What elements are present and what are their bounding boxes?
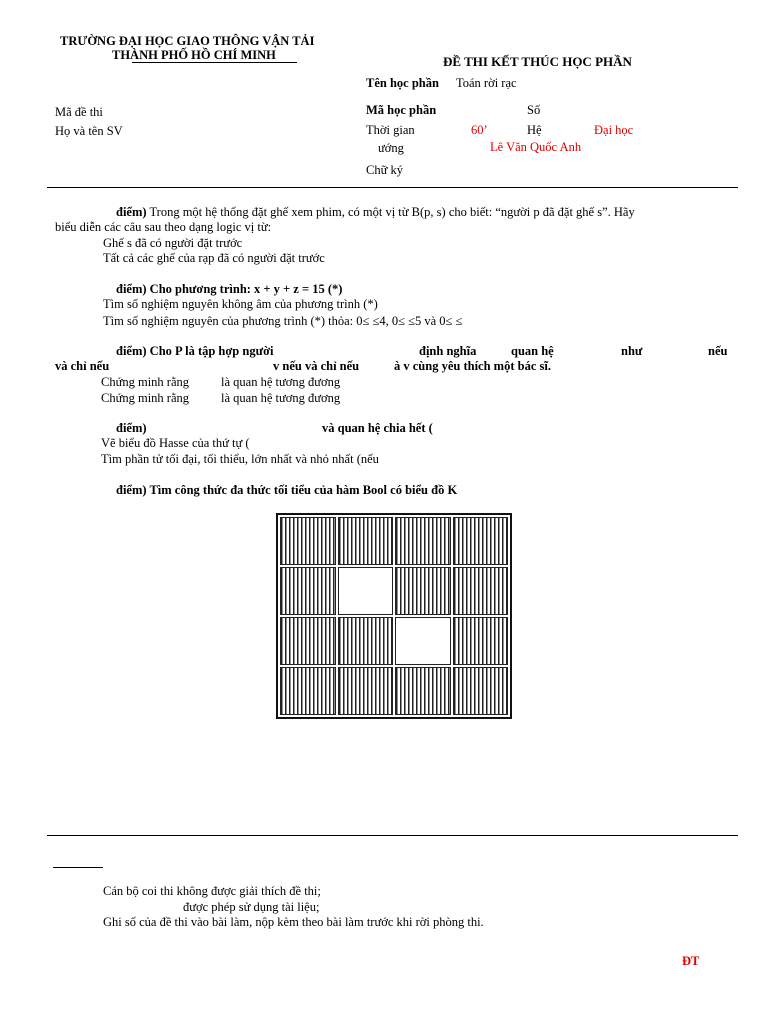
question-5-title: điểm) Tìm công thức đa thức tối tiểu của hàm Bool có biểu đồ K [116, 483, 458, 497]
he-label: Hệ [527, 123, 542, 137]
question-3-title-part2: định nghĩa [419, 344, 477, 358]
school-name-underline [132, 62, 297, 63]
question-3-item-a-suffix: là quan hệ tương đương [221, 375, 341, 389]
kmap-cell [338, 617, 394, 665]
kmap-cell [338, 667, 394, 715]
footnote-separator [53, 867, 103, 868]
student-name-label: Họ và tên SV [55, 124, 123, 138]
question-1-item-a: Ghế s đã có người đặt trước [103, 236, 243, 250]
footer-note-1: Cán bộ coi thi không được giải thích đề thi; [103, 884, 321, 898]
uong-label: ướng [378, 141, 404, 155]
kmap-cell [280, 617, 336, 665]
exam-code-label: Mã đề thi [55, 105, 103, 119]
kmap-cell [280, 567, 336, 615]
course-name-label: Tên học phần [366, 76, 439, 90]
school-name-line1: TRƯỜNG ĐẠI HỌC GIAO THÔNG VẬN TẢI [60, 34, 315, 48]
question-2-item-a: Tìm số nghiệm nguyên không âm của phương trình (*) [103, 297, 378, 311]
kmap-cell [280, 517, 336, 565]
question-3-item-b-suffix: là quan hệ tương đương [221, 391, 341, 405]
time-value: 60’ [471, 123, 488, 137]
question-3-title-part1: điểm) Cho P là tập hợp người [116, 344, 274, 358]
kmap-cell [395, 567, 451, 615]
kmap-cell [453, 567, 509, 615]
question-1-text: Trong một hệ thống đặt ghế xem phim, có một vị từ B(p, s) cho biết: “người p đã đặt ghế s”. Hãy [146, 205, 635, 219]
kmap-cell [338, 567, 394, 615]
kmap-cell [395, 517, 451, 565]
time-label: Thời gian [366, 123, 415, 137]
footer-note-3: Ghi số của đề thi vào bài làm, nộp kèm theo bài làm trước khi rời phòng thi. [103, 915, 484, 929]
question-4-title-part1: điểm) [116, 421, 147, 435]
kmap-cell [338, 517, 394, 565]
teacher-name: Lê Văn Quốc Anh [490, 140, 582, 154]
exam-title: ĐỀ THI KẾT THÚC HỌC PHẦN [443, 54, 632, 69]
footer-divider [47, 835, 738, 836]
question-4-item-a: Vẽ biểu đồ Hasse của thứ tự ( [101, 436, 250, 450]
question-3-line2-part2: v nếu và chỉ nếu [273, 359, 360, 373]
kmap-cell [453, 617, 509, 665]
he-value: Đại học [594, 123, 634, 137]
question-3-line2-part1: và chỉ nếu [55, 359, 110, 373]
kmap-cell [280, 667, 336, 715]
karnaugh-map [276, 513, 512, 719]
course-code-label: Mã học phần [366, 103, 437, 117]
question-3-title-part4: như [621, 344, 643, 358]
question-3-title-part5: nếu [708, 344, 728, 358]
question-3-item-b-prefix: Chứng minh rằng [101, 391, 190, 405]
kmap-cell [453, 667, 509, 715]
so-label: Số [527, 103, 541, 117]
question-2-title: điểm) Cho phương trình: x + y + z = 15 (*) [116, 282, 343, 296]
question-1-item-b: Tất cả các ghế của rạp đã có người đặt trước [103, 251, 325, 265]
footer-note-2: được phép sử dụng tài liệu; [183, 900, 320, 914]
school-name-line2: THÀNH PHỐ HỒ CHÍ MINH [112, 48, 276, 62]
kmap-cell [395, 617, 451, 665]
question-1-line2: biểu diễn các câu sau theo dạng logic vị từ: [55, 220, 272, 234]
question-4-item-b: Tìm phần tử tối đại, tối thiểu, lớn nhất và nhỏ nhất (nếu [101, 452, 379, 466]
course-name-value: Toán rời rạc [456, 76, 517, 90]
kmap-cell [395, 667, 451, 715]
question-3-item-a-prefix: Chứng minh rằng [101, 375, 190, 389]
question-2-item-b: Tìm số nghiệm nguyên của phương trình (*) thỏa: 0≤ ≤4, 0≤ ≤5 và 0≤ ≤ [103, 314, 463, 328]
question-4-title-part2: và quan hệ chia hết ( [322, 421, 433, 435]
header-divider [47, 187, 738, 188]
question-3-line2-part3: à v cùng yêu thích một bác sĩ. [394, 359, 551, 373]
signature-label: Chữ ký [366, 163, 403, 177]
kmap-cell [453, 517, 509, 565]
corner-code: ĐT [682, 954, 700, 968]
question-1: điểm) Trong một hệ thống đặt ghế xem phim, có một vị từ B(p, s) cho biết: “người p đã đặt ghế s”. Hãy [116, 205, 635, 219]
question-3-title-part3: quan hệ [511, 344, 554, 358]
